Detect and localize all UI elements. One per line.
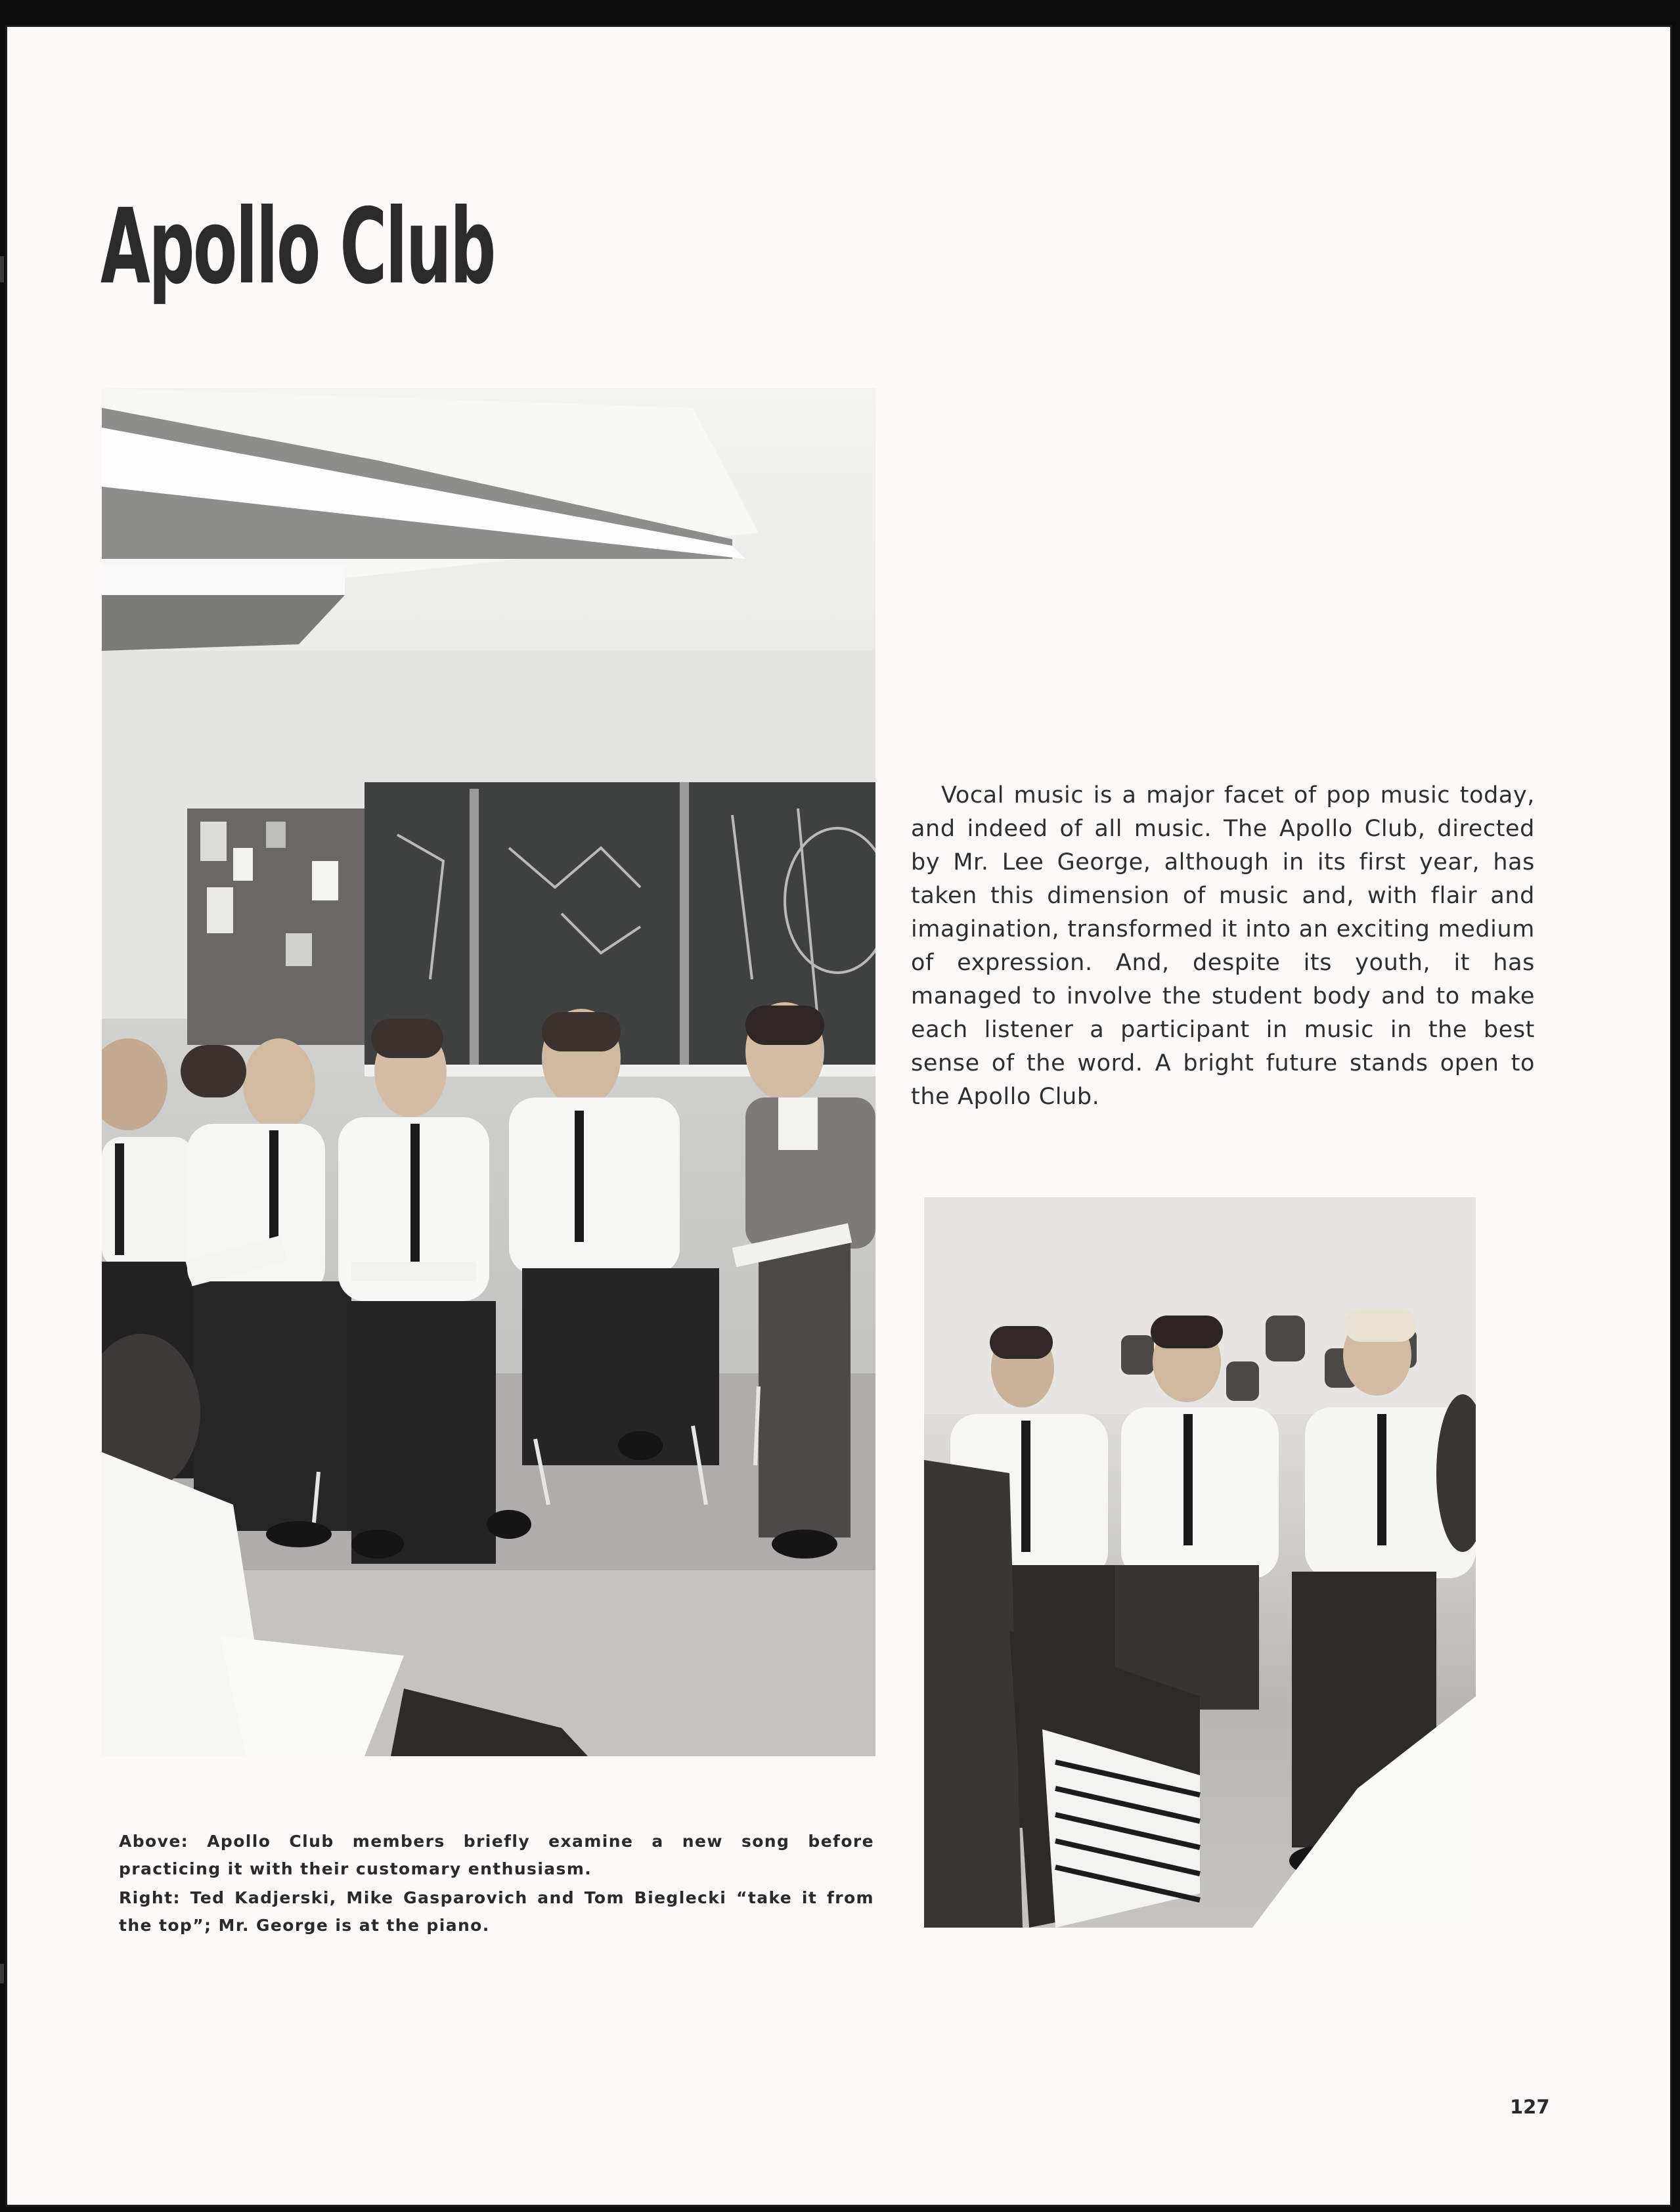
students [102, 1002, 875, 1564]
binding-mark [0, 1964, 4, 1983]
yearbook-page [5, 25, 1672, 2207]
page-title: Apollo Club [100, 187, 495, 307]
photo-members-examining-song [102, 388, 875, 1756]
page-number: 127 [1510, 2096, 1550, 2118]
binding-mark [0, 256, 4, 282]
intro-paragraph: Vocal music is a major facet of pop music today, and indeed of all music. The Apollo Club, directed by Mr. Lee George, although in its first year, has taken this dimension of music and, with flair and imagination, transformed it into an exciting medium of expression. And, despite its youth, it has managed to involve the student body and to make each listener a participant in music in the best sense of the word. A bright future stands open to the Apollo Club. [911, 782, 1535, 1110]
photo-trio-at-piano [924, 1197, 1476, 1928]
caption-above: Above: Apollo Club members briefly examine a new song before practicing it with their customary enthusiasm. [119, 1832, 874, 1878]
photo-trio-at-piano-image [924, 1197, 1476, 1928]
photo-members-examining-song-image [102, 388, 875, 1756]
caption-right: Right: Ted Kadjerski, Mike Gasparovich and Tom Bieglecki “take it from the top”; Mr. George is at the piano. [119, 1888, 874, 1935]
